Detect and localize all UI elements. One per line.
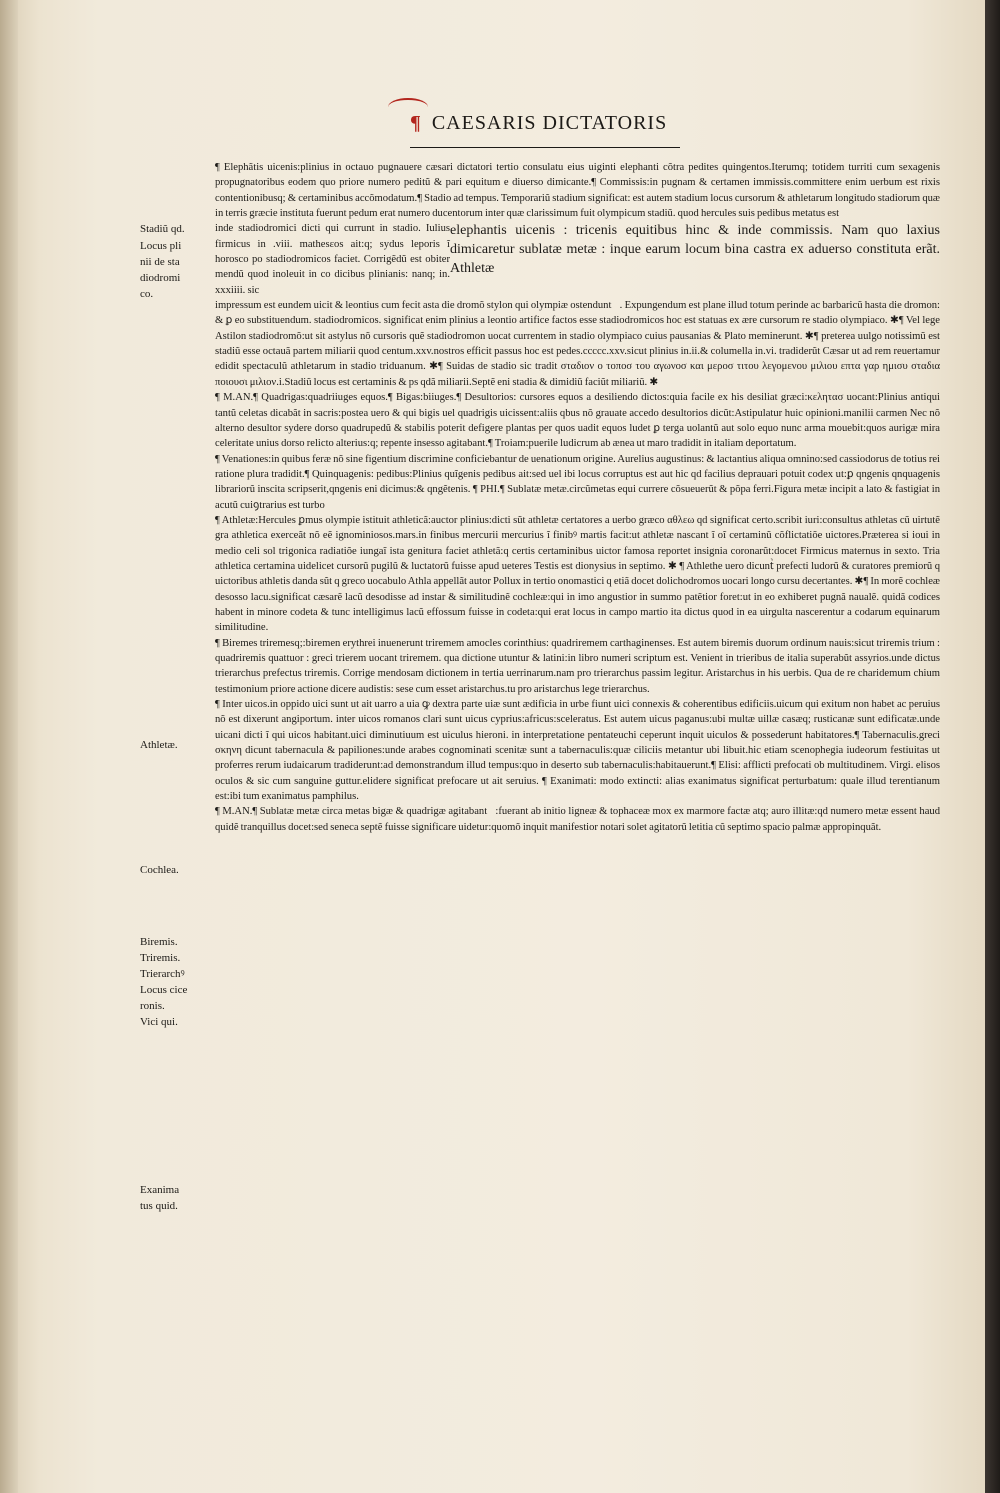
paragraph-athletae: ¶ Athletæ:Hercules ꝑmus olympie istituit athleticã:auctor plinius:dicti sũt athletæ certatores a uerbo græco αθλεω qd significat certo.scribit iuri:consultus athletas cũ uirtutẽ gra athletica exerceãt nõ eẽ ignominiosos.mars.in finibus mercurii mercurius ĩ finibꝰ martis facit:ut athletæ nascant ĩ oĩ certaminũ cõflictatiõe uictores.Præterea si ioui in medio celi sol trigonica radiatiõe iungaĩ ista genitura faciet athletã:q certis certaminibus uictor famosa reportet insignia coronarũt:docet Firmicus maternus in sexto. Tria athletica certamina uidelicet cursorũ pugilũ & luctatorũ fuisse apud ueteres Testis est dionysius in septimo. ✱ ¶ Athlethe uero dicuntᷣ prefecti ludorũ & curatores premiorũ q uictoribus athletis danda sũt q greco uocabulo Athla appellãt autor Pollux in tertio onomastici q etiã docet dolichodromos uocari longo cursu decertantes. ✱¶ In morẽ cochleæ desosso lacu.significat cæsarẽ lacũ desodisse ad instar & similitudinẽ cochleæ:qui in imo angustior in summo patẽtior foret:ut in eo exhiberet pugnã naualẽ. quidã codices habent in minore codeta & tunc intelligimus lacũ effossum fuisse in codeta:qui erat locus in campo martio ita dictus quod in ea uirgulta nascerentur a codarum equinarum similitudine.: [215, 514, 940, 634]
running-header: [410, 112, 680, 144]
paragraph-vici: ¶ Inter uicos.in oppido uici sunt ut ait uarro a uia ꝙ dextra parte uiæ sunt ædificia in urbe fiunt uici connexis & coherentibus edificiis.uicum qui exitum non habet ac peruius nõ est dixerunt angiportum. inter uicos romanos clari sunt uicus cyprius:africus:sceleratus. Est autem uicus paganus:ubi multæ uillæ casæq; rusticanæ sunt edificatæ.unde uicani dicti ĩ qui uicos habitant.uici diminutiuum est uiculus hieroni. in interpretatione pentateuchi ceperunt inquit uiculos & possederunt habitatores.¶ Tabernaculis.greci σκηνη dicunt tabernacula & papiliones:unde arabes cognominati scenitæ sunt a tabernaculis:quæ ciliciis metantur ubi libuit.hic etiam scenophegia iudeorum festiuitas ut proferres rerum iudaicarum tradiderunt:ad demonstrandum illud tempus:quo in deserto sub tabernaculis:habitauerunt.¶ Elisi: afflicti prefocati ob multitudinem. Virgi. elisos oculos & sic cum sanguine guttur.elidere significat prefocare ut ait seruius. ¶ Exanimati: modo extincti: alias exanimatus significat perturbatum: quale illud terentianum est:ibi tum exanimatus pamphilus.: [215, 699, 940, 803]
paragraph-biremes: ¶ Biremes triremesq;:biremen erythrei inuenerunt triremem amocles corinthius: quadriremem carthaginenses. Est autem biremis duorum ordinum nauis:sicut triremis trium : quadriremis quattuor : greci trierem uocant triremem. qua dictione utuntur & latini:in libro numeri scriptum est. Venient in trieribus de italia superabũt assyrios.unde dictus trierarchus prefectus triremis. Corrige mendosam dictionem in tertia uerrinarum.nam pro trierarchus passim legitur. Aristarchus in his uerbis. Qua de re charidemum chium testimonium priore actione dicere audistis: sese cum esset aristarchus.tu pro aristarchus lege trierarchus.: [215, 637, 940, 695]
margin-note: Vici qui.: [140, 1016, 178, 1028]
paragraph-metae: ¶ M.AN.¶ Sublatæ metæ circa metas bigæ & quadrigæ agitabantᷣ:fuerant ab initio ligneæ & tophaceæ mox ex marmore factæ atq; auro illitæ:qd numero metæ essent haud quidẽ tranquillus docet:sed seneca septẽ fuisse significare uidetur:quomõ inquit manifestior notari solet agitatorũ letitia cũ septimo spacio palmæ appropinquãt.: [215, 806, 940, 833]
margin-note: Cochlea.: [140, 864, 179, 876]
paragraph-elephants: ¶ Elephãtis uicenis:plinius in octauo pugnauere cæsari dictatori tertio consulatu eius uiginti elephanti cõtra pedites quingentos.Iterumq; totidem turriti cum sexagenis propugnatoribus eodem quo priore numero peditũ & pari equitum e diuerso dimicante.¶ Commissis:in pugnam & certamen immissis.committere enim uerbum est rixis contentionibusq; & certaminibus accõmodatum.¶ Stadio ad tempus. Temporariũ stadium significat: est autem stadium locus cursorum & athletarum longitudo stadiorum quæ in terris græcie instituta fuerunt pedum erat numero ducentorum inter quæ clarissimum fuit olympicum stadiũ. quod hercules suis pedibus metatus est: [215, 162, 940, 220]
margin-note: nii de sta: [140, 256, 180, 268]
margin-note: Stadiũ qd.: [140, 223, 185, 235]
margin-note: Triremis.: [140, 952, 181, 964]
commentary-body: [215, 160, 940, 835]
quoted-text: elephantis uicenis : tricenis equitibus hinc & inde commissis. Nam quo laxius dimicaretur sublatæ metæ : inque earum locum bina castra ex aduerso constituta erãt. Athletæ: [450, 223, 940, 277]
margin-note: Locus cice: [140, 984, 188, 996]
paragraph-venationes: ¶ Venationes:in quibus feræ nõ sine figentium discrimine conficiebantur de uenationum origine. Aurelius augustinus: & lactantius aliqua omnino:sed cassiodorus de totius rei ratione plura tradidit.¶ Quinquagenis: pedibus:Plinius quĩgenis pedibus ait:sed uel ibi locus corruptus est aut hic qd facilius deprauari potuit codex ut:ꝑ qngenis qnquagenis librariorũ inscita scripserit,qngenis eni dicimus:& qngẽtenis. ¶ PHI.¶ Sublatæ metæ.circũmetas equi currere cõsueuerũt & põpa ferri.Figura metæ incipit a lato & fastigiat in acutũ cuiꝯtrarius est turbo: [215, 453, 940, 511]
red-flourish: [388, 98, 428, 116]
header-title: CAESARIS DICTATORIS: [431, 112, 668, 134]
margin-note: Locus pli: [140, 240, 182, 252]
page-gutter: [0, 0, 18, 1493]
margin-note: Athletæ.: [140, 739, 178, 751]
margin-note: ronis.: [140, 1000, 165, 1012]
margin-note: diodromi: [140, 272, 181, 284]
margin-note: Trierarchꝰ: [140, 968, 185, 980]
margin-note: co.: [140, 288, 154, 300]
header-rule: [410, 147, 680, 148]
inset-block: [215, 221, 940, 298]
margin-note: tus quid.: [140, 1200, 178, 1212]
margin-note: Biremis.: [140, 936, 178, 948]
pilcrow-icon: ¶: [410, 112, 422, 134]
book-spine: [985, 0, 1000, 1493]
margin-note: Exanima: [140, 1184, 180, 1196]
paragraph-quadrigas: ¶ M.AN.¶ Quadrigas:quadriiuges equos.¶ Bigas:biiuges.¶ Desultorios: cursores equos a desiliendo dictos:quia facile ex his desiliat græci:κελητασ uocant:Plinius antiqui tantũ celetas dicabãt in sacris:postea uero & qui bigis uel quadrigis uicissent:aliis qbus nõ grauate accedo desultorios dicũt:Astipulatur huic opinioni.manilii carmen Nec nõ alterno desultor sydere dorso quadrupedũ & stabilis poterit defigere plantas per quos uadit equos ludet ꝑ terga uolantũ aut solo equo nunc arma mouebit:quos aurigæ mira celeritate unius dorso relicto alterius:q; repente insesso agitabant.¶ Troiam:puerile ludicrum ab ænea ut maro tradidit in italiam deportatum.: [215, 392, 940, 450]
paragraph-stadiodromici: inde stadiodromici dicti qui currunt in stadio. Iulius firmicus in .viii. mathesεos ait:q; sydus leporis ĩ horosco po stadiodromicos faciet. Corrigẽdũ est obiter mendũ quod inoleuit in co dicibus plinianis: nanq; in. xxxiiii. sic: [215, 223, 450, 296]
paragraph-leontius: impressum est eundem uicit & leontius cum fecit asta die dromõ stylon qui olympiæ ostenduntᷣ. Expungendum est plane illud totum perinde ac barbaricũ hasta die dromon: & ꝑ eo substituendum. stadiodromicos. significat enim plinius a leontio artifice factos esse stadiodromicos hoc est statuas ex ære cursorum re stadio olympiaco. ✱¶ Vel lege Astilon stadiodromõ:ut sit astylus nõ cursoris quẽ stadiodromon uocat currentem in stadio olympiaco cuius pausanias & Plato meminerunt. ✱¶ preterea uulgo notissimũ est stadiũ esse octauã partem miliarii quod centum.xxv.nostros efficit passus hoc est pedes.ccccc.xxv.sicut plinius in.ii.& columella in.vi. tradiderũt Cæsar ut ad rem reuertamur edidit spectaculũ athletarum in stadio triduanum. ✱¶ Suidas de stadio sic tradit σταδιον ο τοποσ του αγωνοσ και μεροσ τιτου λεγομενου μιλιου επτα γαρ ημισυ σταδια ποιουσι μιλιον.i.Stadiũ locus est certaminis & ps qdã miliarii.Septẽ eni stadia & dimidiũ faciũt miliariũ. ✱: [215, 300, 940, 388]
